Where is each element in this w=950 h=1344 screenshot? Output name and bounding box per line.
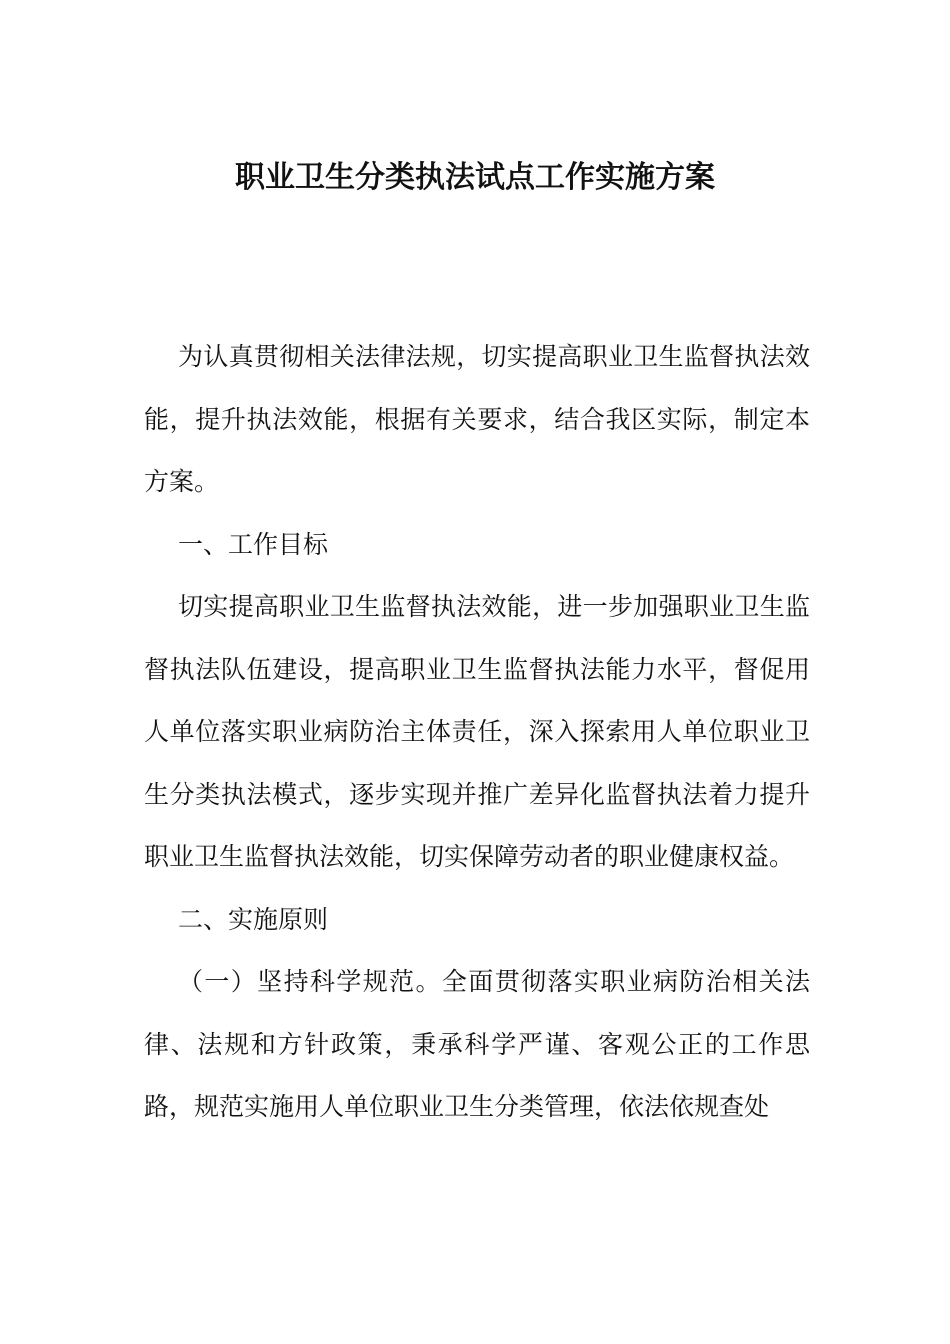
section-heading-goals: 一、工作目标 [178,529,329,559]
goals-paragraph: 切实提高职业卫生监督执法效能，进一步加强职业卫生监督执法队伍建设，提高职业卫生监督执法能力水平，督促用人单位落实职业病防治主体责任，深入探索用人单位职业卫生分类执法模式，逐步实现并推广差异化监督执法着力提升职业卫生监督执法效能，切实保障劳动者的职业健康权益。 [144,592,810,871]
section-heading-principles: 二、实施原则 [178,904,329,934]
intro-paragraph: 为认真贯彻相关法律法规，切实提高职业卫生监督执法效能，提升执法效能，根据有关要求，结合我区实际，制定本方案。 [144,342,810,496]
document-title: 职业卫生分类执法试点工作实施方案 [235,160,715,195]
principles-paragraph: （一）坚持科学规范。全面贯彻落实职业病防治相关法律、法规和方针政策，秉承科学严谨、客观公正的工作思路，规范实施用人单位职业卫生分类管理，依法依规查处 [144,967,810,1121]
document-body [144,326,810,1139]
